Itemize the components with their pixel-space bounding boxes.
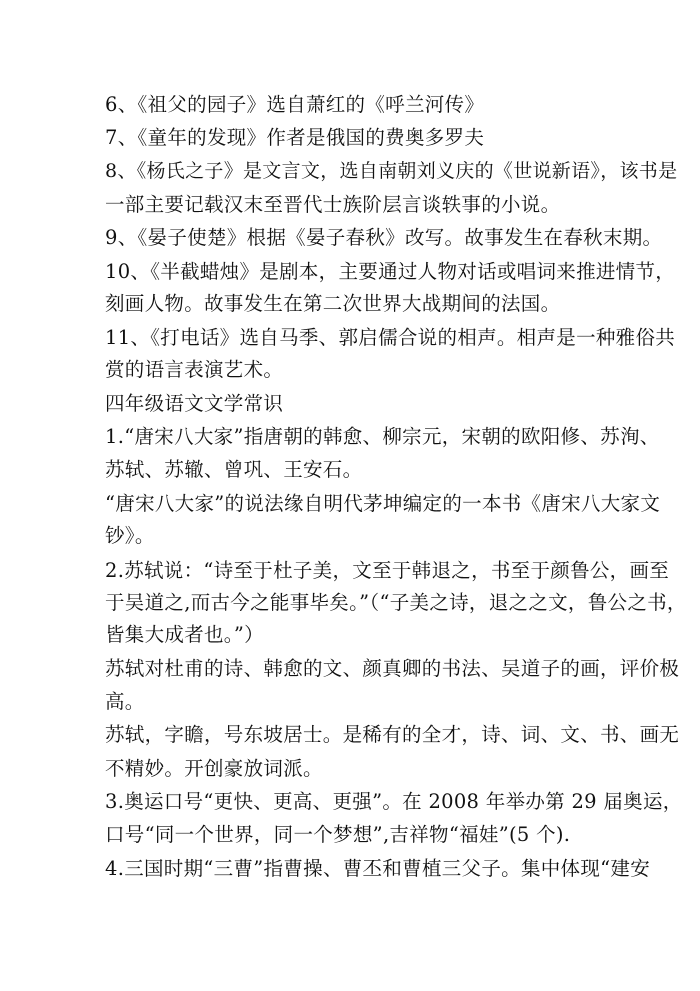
text-line: 刻画人物。故事发生在第二次世界大战期间的法国。 [105, 292, 561, 315]
text-line: “唐宋八大家”的说法缘自明代茅坤编定的一本书《唐宋八大家文 [105, 492, 661, 515]
text-line: 不精妙。开创豪放词派。 [105, 757, 323, 780]
text-line: 2.苏轼说：“诗至于杜子美，文至于韩退之，书至于颜鲁公，画至 [105, 559, 670, 582]
text-line: 9、《晏子使楚》根据《晏子春秋》改写。故事发生在春秋末期。 [105, 226, 663, 249]
text-line: 6、《祖父的园子》选自萧红的《呼兰河传》 [105, 93, 485, 116]
text-line: 一部主要记载汉末至晋代士族阶层言谈轶事的小说。 [105, 193, 561, 216]
text-line: 钞》。 [105, 524, 155, 547]
text-line: 7、《童年的发现》作者是俄国的费奥多罗夫 [105, 126, 485, 149]
text-line: 11、《打电话》选自马季、郭启儒合说的相声。相声是一种雅俗共 [105, 326, 676, 349]
text-line: 苏轼对杜甫的诗、韩愈的文、颜真卿的书法、吴道子的画，评价极 [105, 657, 680, 680]
text-line: 于吴道之,而古今之能事毕矣。”（“子美之诗，退之之文，鲁公之书， [105, 591, 687, 614]
text-line: 赏的语言表演艺术。 [105, 358, 284, 381]
text-line: 8、《杨氏之子》是文言文，选自南朝刘义庆的《世说新语》，该书是 [105, 160, 678, 182]
text-line: 10、《半截蜡烛》是剧本，主要通过人物对话或唱词来推进情节， [105, 260, 676, 283]
text-line: 口号“同一个世界，同一个梦想”,吉祥物“福娃”(5 个). [105, 823, 571, 846]
text-line: 1.“唐宋八大家”指唐朝的韩愈、柳宗元，宋朝的欧阳修、苏洵、 [105, 425, 660, 448]
text-line: 皆集大成者也。”） [105, 623, 264, 646]
text-line: 苏轼、苏辙、曾巩、王安石。 [105, 458, 363, 481]
text-line: 高。 [105, 690, 145, 713]
text-line: 苏轼，字瞻，号东坡居士。是稀有的全才，诗、词、文、书、画无 [105, 723, 680, 746]
text-line: 3.奥运口号“更快、更高、更强”。在 2008 年举办第 29 届奥运， [105, 790, 683, 813]
section-heading: 四年级语文文学常识 [105, 392, 284, 415]
text-line: 4.三国时期“三曹”指曹操、曹丕和曹植三父子。集中体现“建安 [105, 857, 651, 880]
